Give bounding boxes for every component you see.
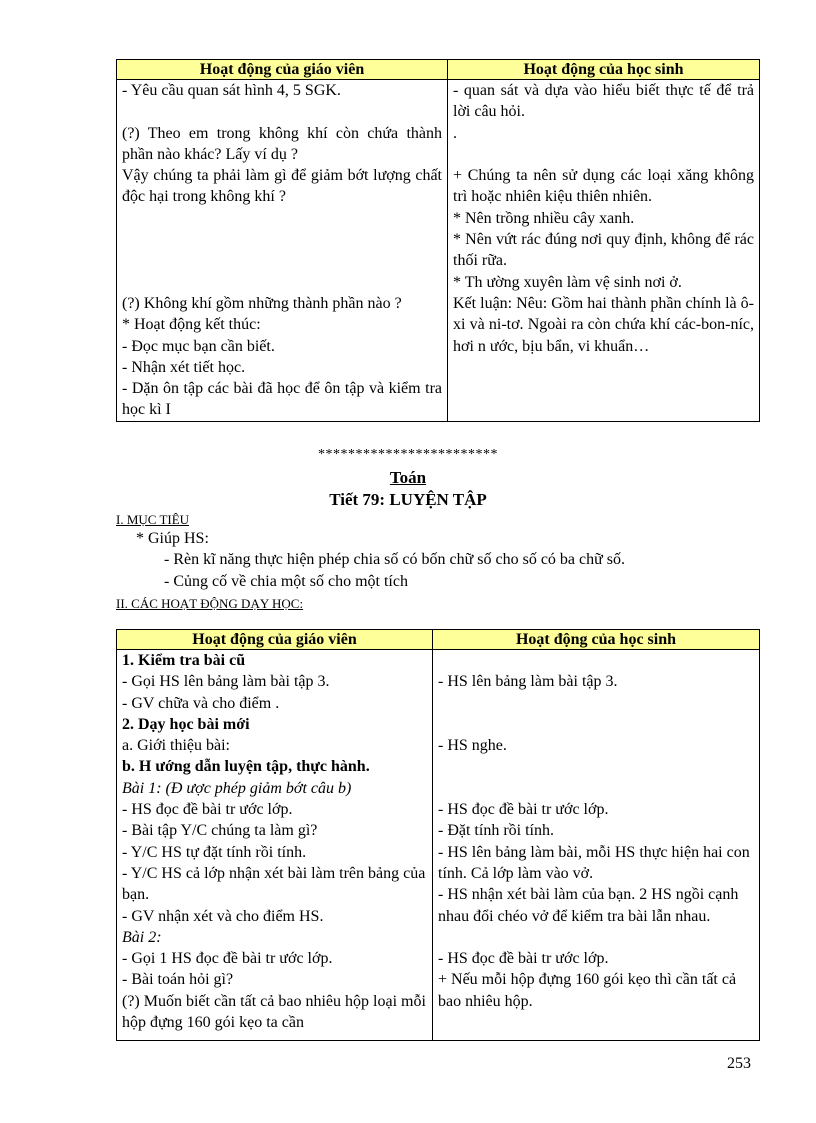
teacher-line: (?) Không khí gồm những thành phần nào ? (122, 294, 402, 312)
student-line (438, 693, 754, 714)
teacher-line: Bài 2: (122, 928, 162, 946)
teacher-line: 2. Dạy học bài mới (122, 715, 250, 733)
teacher-line: - Nhận xét tiết học. (122, 358, 246, 376)
student-line: + Nếu mỗi hộp đựng 160 gói kẹo thì cần tất cả bao nhiêu hộp. (438, 971, 737, 1010)
student-line: - HS lên bảng làm bài, mỗi HS thực hiện hai con tính. Cả lớp làm vào vở. (438, 843, 750, 882)
student-line: Kết luận: Nêu: Gồm hai thành phần chính là ô-xi và ni-tơ. Ngoài ra còn chứa khí các-bon-níc, hơi n ước, bịu bẩn, vi khuẩn… (453, 294, 754, 355)
student-activity-header: Hoạt động của học sinh (433, 630, 760, 650)
activity-table-2 (116, 629, 760, 1041)
teacher-line: - Y/C HS tự đặt tính rồi tính. (122, 843, 307, 861)
student-line: . (453, 124, 457, 142)
table-header-row (117, 630, 760, 650)
table-row (117, 650, 760, 1041)
teacher-line: - Gọi HS lên bảng làm bài tập 3. (122, 673, 330, 691)
student-line: * Nên trồng nhiều cây xanh. (453, 209, 635, 227)
teacher-line: Bài 1: (Đ ược phép giảm bớt câu b) (122, 779, 352, 797)
teacher-line (122, 229, 442, 250)
teacher-line: Vậy chúng ta phải làm gì để giảm bớt lượng chất độc hại trong không khí ? (122, 167, 442, 206)
teacher-line: (?) Theo em trong không khí còn chứa thành phần nào khác? Lấy ví dụ ? (122, 124, 442, 163)
teacher-line: - HS đọc đề bài tr ước lớp. (122, 801, 293, 819)
page-number: 253 (727, 1055, 751, 1072)
student-activity-cell (433, 650, 760, 1041)
section-activities: II. CÁC HOẠT ĐỘNG DẠY HỌC: (116, 596, 304, 611)
section-objectives: I. MỤC TIÊU (116, 512, 190, 527)
teacher-line: - Dặn ôn tập các bài đã học để ôn tập và kiểm tra học kì I (122, 380, 442, 419)
teacher-line: - Gọi 1 HS đọc đề bài tr ước lớp. (122, 950, 333, 968)
teacher-line: * Hoạt động kết thúc: (122, 316, 261, 334)
teacher-line: - GV chữa và cho điểm . (122, 694, 280, 712)
student-line: - HS lên bảng làm bài tập 3. (438, 673, 618, 691)
teacher-line (122, 272, 442, 293)
goal-item: - Củng cố về chia một số cho một tích (164, 573, 408, 590)
student-line: * Nên vứt rác đúng nơi quy định, không để rác thối rữa. (453, 231, 754, 270)
teacher-line: - GV nhận xét và cho điểm HS. (122, 907, 324, 925)
student-line (438, 650, 754, 671)
student-line (438, 756, 754, 777)
student-activity-header: Hoạt động của học sinh (448, 60, 760, 80)
teacher-line: - Đọc mục bạn cần biết. (122, 337, 275, 355)
student-line: - HS nghe. (438, 737, 507, 755)
student-line (438, 778, 754, 799)
activity-table-1 (116, 59, 760, 422)
student-activity-cell (448, 80, 760, 422)
teacher-activity-cell (117, 650, 433, 1041)
goal-intro: * Giúp HS: (136, 530, 209, 547)
teacher-line: - Bài tập Y/C chúng ta làm gì? (122, 822, 318, 840)
goal-item: - Rèn kĩ năng thực hiện phép chia số có bốn chữ số cho số có ba chữ số. (164, 551, 626, 568)
lesson-title: Tiết 79: LUYỆN TẬP (329, 490, 487, 509)
student-line: - HS đọc đề bài tr ước lớp. (438, 950, 609, 968)
teacher-line: - Yêu cầu quan sát hình 4, 5 SGK. (122, 82, 341, 99)
teacher-line: - Bài toán hỏi gì? (122, 971, 234, 989)
teacher-line: 1. Kiểm tra bài cũ (122, 652, 246, 669)
teacher-line (122, 208, 442, 229)
student-line (453, 144, 754, 165)
student-line (438, 714, 754, 735)
student-line: * Th ường xuyên làm vệ sinh nơi ở. (453, 273, 682, 291)
table-row (117, 80, 760, 422)
separator-stars: ************************ (318, 447, 498, 462)
teacher-line: - Y/C HS cả lớp nhận xét bài làm trên bảng của bạn. (122, 864, 426, 904)
student-line: - HS nhận xét bài làm của bạn. 2 HS ngồi cạnh nhau đổi chéo vở để kiểm tra bài lẫn nhau. (438, 886, 739, 925)
teacher-line: b. H ướng dẫn luyện tập, thực hành. (122, 758, 370, 776)
subject-title: Toán (389, 468, 427, 487)
student-line: + Chúng ta nên sử dụng các loại xăng không trì hoặc nhiên kiệu thiên nhiên. (453, 167, 754, 206)
teacher-line: (?) Muốn biết cần tất cả bao nhiêu hộp loại mỗi hộp đựng 160 gói kẹo ta cần (122, 992, 426, 1032)
teacher-activity-header: Hoạt động của giáo viên (117, 630, 433, 650)
student-line (438, 927, 754, 948)
student-line: - Đặt tính rồi tính. (438, 822, 554, 840)
teacher-line: a. Giới thiệu bài: (122, 737, 230, 755)
table-header-row (117, 60, 760, 80)
teacher-activity-header: Hoạt động của giáo viên (117, 60, 448, 80)
teacher-line (122, 101, 442, 122)
student-line: - HS đọc đề bài tr ước lớp. (438, 801, 609, 819)
teacher-activity-cell (117, 80, 448, 422)
student-line: - quan sát và dựa vào hiểu biết thực tế để trả lời câu hỏi. (453, 82, 754, 121)
teacher-line (122, 250, 442, 271)
